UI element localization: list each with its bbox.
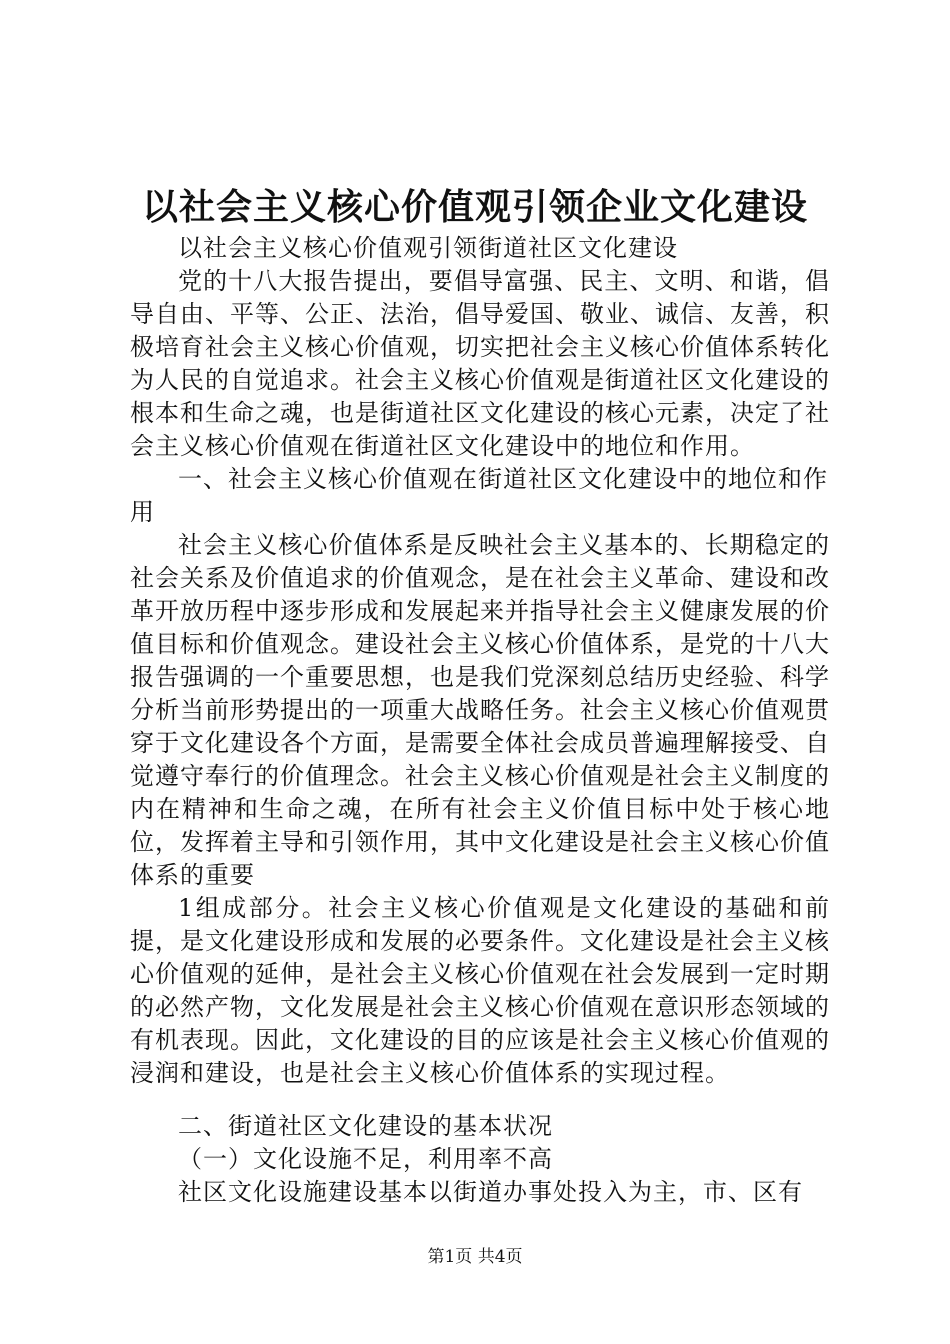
- section-heading: 一、社会主义核心价值观在街道社区文化建设中的地位和作用: [130, 465, 828, 526]
- document-title: 以社会主义核心价值观引领企业文化建设: [141, 186, 808, 228]
- subtitle-paragraph: 以社会主义核心价值观引领街道社区文化建设: [178, 234, 678, 262]
- subsection-heading: （一）文化设施不足，利用率不高: [178, 1145, 553, 1173]
- body-paragraph: 1组成部分。社会主义核心价值观是文化建设的基础和前提，是文化建设形成和发展的必要条件。文化建设是社会主义核心价值观的延伸，是社会主义核心价值观在社会发展到一定时期的必然产物，文化发展是社会主义核心价值观在意识形态领域的有机表现。因此，文化建设的目的应该是社会主义核心价值观的浸润和建设，也是社会主义核心价值体系的实现过程。: [130, 894, 830, 1087]
- body-paragraph: 社区文化设施建设基本以街道办事处投入为主，市、区有: [178, 1178, 803, 1206]
- body-paragraph: 社会主义核心价值体系是反映社会主义基本的、长期稳定的社会关系及价值追求的价值观念，是在社会主义革命、建设和改革开放历程中逐步形成和发展起来并指导社会主义健康发展的价值目标和价值观念。建设社会主义核心价值体系，是党的十八大报告强调的一个重要思想，也是我们党深刻总结历史经验、科学分析当前形势提出的一项重大战略任务。社会主义核心价值观贯穿于文化建设各个方面，是需要全体社会成员普遍理解接受、自觉遵守奉行的价值理念。社会主义核心价值观是社会主义制度的内在精神和生命之魂，在所有社会主义价值目标中处于核心地位，发挥着主导和引领作用，其中文化建设是社会主义核心价值体系的重要: [130, 531, 830, 889]
- page-number-footer: 第1页 共4页: [427, 1247, 523, 1267]
- body-paragraph: 党的十八大报告提出，要倡导富强、民主、文明、和谐，倡导自由、平等、公正、法治，倡导爱国、敬业、诚信、友善，积极培育社会主义核心价值观，切实把社会主义核心价值体系转化为人民的自觉追求。社会主义核心价值观是街道社区文化建设的根本和生命之魂，也是街道社区文化建设的核心元素，决定了社会主义核心价值观在街道社区文化建设中的地位和作用。: [130, 267, 830, 460]
- document-body: [130, 232, 830, 1209]
- section-heading: 二、街道社区文化建设的基本状况: [178, 1112, 553, 1140]
